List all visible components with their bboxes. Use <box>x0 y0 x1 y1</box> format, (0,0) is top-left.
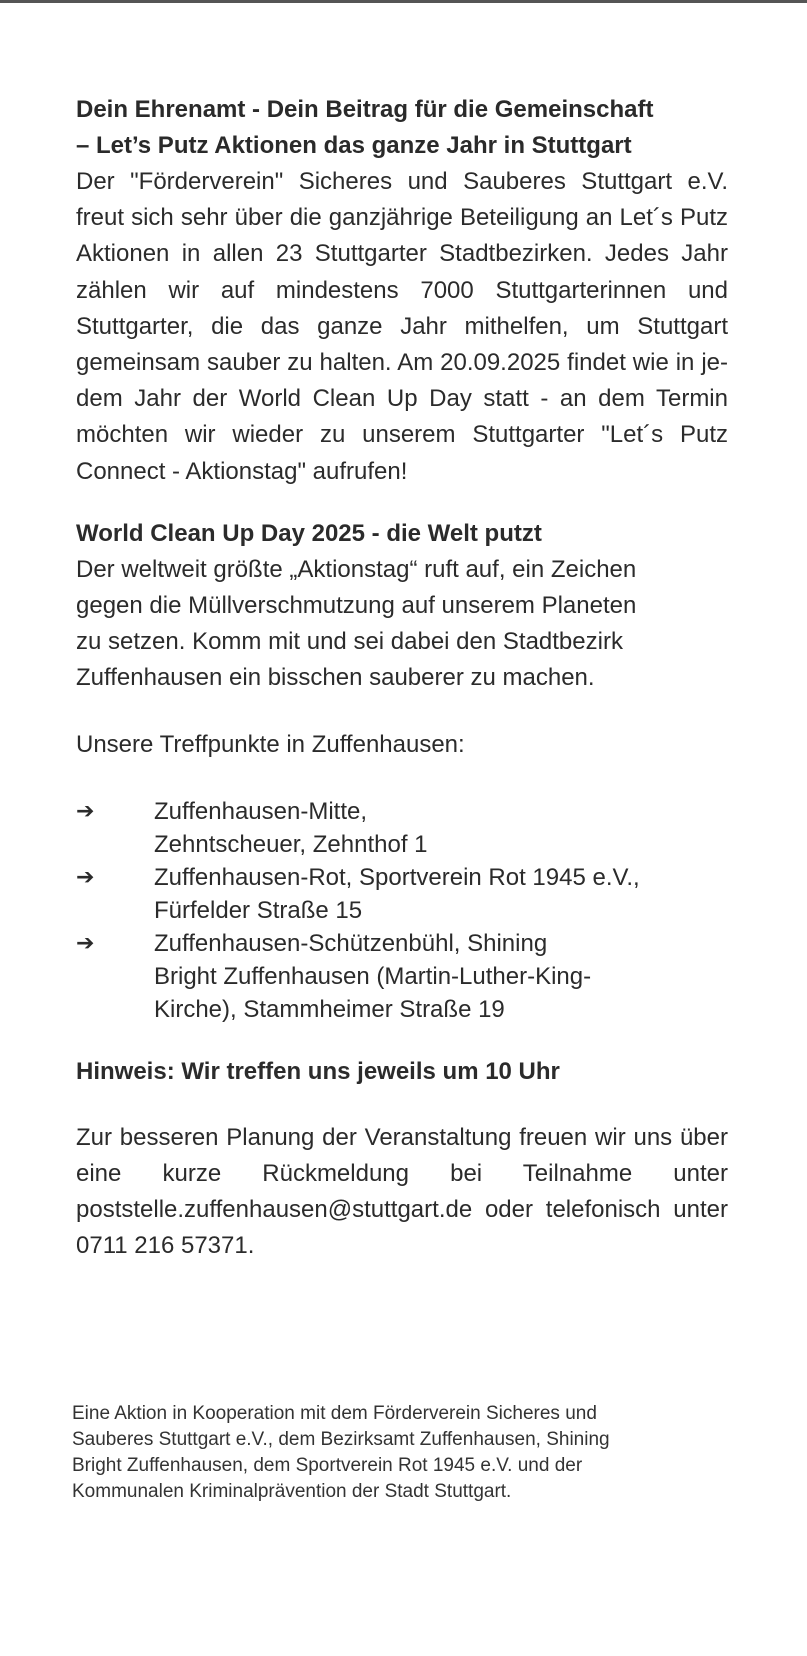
footer-line: Eine Aktion in Kooperation mit dem Förderverein Sicheres und <box>72 1403 597 1424</box>
flyer-content <box>76 92 728 1264</box>
world-clean-up-line-3: zu setzen. Komm mit und sei dabei den Stadtbezirk <box>76 628 623 656</box>
footer-line: Kommunalen Kriminalprävention der Stadt Stuttgart. <box>72 1481 512 1502</box>
location-line: Zuffenhausen-Mitte, <box>154 797 368 825</box>
world-clean-up-heading: World Clean Up Day 2025 - die Welt putzt <box>76 519 542 547</box>
planung-paragraph: Zur besseren Planung der Veranstaltung freuen wir uns über eine kurze Rückmeldung bei Teilnahme unter poststelle.zuffenhausen@stuttgart.de oder telefonisch unter 0711 216 57371. <box>76 1123 728 1260</box>
arrow-right-icon: ➔ <box>76 798 95 824</box>
location-line: Bright Zuffenhausen (Martin-Luther-King- <box>154 962 592 990</box>
world-clean-up-line-1: Der weltweit größte „Aktionstag“ ruft auf, ein Zeichen <box>76 555 637 583</box>
arrow-right-icon: ➔ <box>76 930 95 956</box>
world-clean-up-line-2: gegen die Müllverschmutzung auf unserem Planeten <box>76 592 637 620</box>
top-border-line <box>0 0 807 3</box>
world-clean-up-paragraph <box>76 552 728 697</box>
intro-heading-line-2: – Let’s Putz Aktionen das ganze Jahr in Stuttgart <box>76 132 632 159</box>
world-clean-up-line-4: Zuffenhausen ein bisschen sauberer zu machen. <box>76 664 595 692</box>
location-line: Zehntscheuer, Zehnthof 1 <box>154 830 428 858</box>
list-item <box>76 795 728 861</box>
footer-line: Bright Zuffenhausen, dem Sportverein Rot 1945 e.V. und der <box>72 1455 583 1476</box>
intro-paragraph: Der "Förderverein" Sicheres und Sauberes Stuttgart e.V. freut sich sehr über die ganzjährige Beteiligung an Let´s Putz Aktionen in allen 23 Stuttgarter Stadtbezirken. Jedes Jahr zählen wir auf mindestens 7000 Stuttgarterinnen und Stuttgarter, die das ganze Jahr mithelfen, um Stuttgart gemeinsam sauber zu halten. Am 20.09.2025 findet wie in jedem Jahr der World Clean Up Day statt - an dem Termin möchten wir wieder zu unserem Stuttgarter "Let´s Putz Connect - Aktionstag" aufrufen! <box>76 168 728 485</box>
location-line: Zuffenhausen-Rot, Sportverein Rot 1945 e.V., <box>154 863 640 891</box>
list-item <box>76 861 728 927</box>
footer-cooperation-note <box>72 1401 712 1505</box>
intro-heading-line-1: Dein Ehrenamt - Dein Beitrag für die Gemeinschaft <box>76 96 654 123</box>
location-line: Kirche), Stammheimer Straße 19 <box>154 995 505 1023</box>
location-line: Zuffenhausen-Schützenbühl, Shining <box>154 929 548 957</box>
treffpunkte-heading: Unsere Treffpunkte in Zuffenhausen: <box>76 730 465 758</box>
arrow-right-icon: ➔ <box>76 864 95 890</box>
footer-line: Sauberes Stuttgart e.V., dem Bezirksamt Zuffenhausen, Shining <box>72 1429 610 1450</box>
list-item <box>76 927 728 1026</box>
treffpunkte-list <box>76 795 728 1026</box>
hinweis-note: Hinweis: Wir treffen uns jeweils um 10 Uhr <box>76 1057 560 1085</box>
location-line: Fürfelder Straße 15 <box>154 896 363 924</box>
intro-heading <box>76 92 728 164</box>
